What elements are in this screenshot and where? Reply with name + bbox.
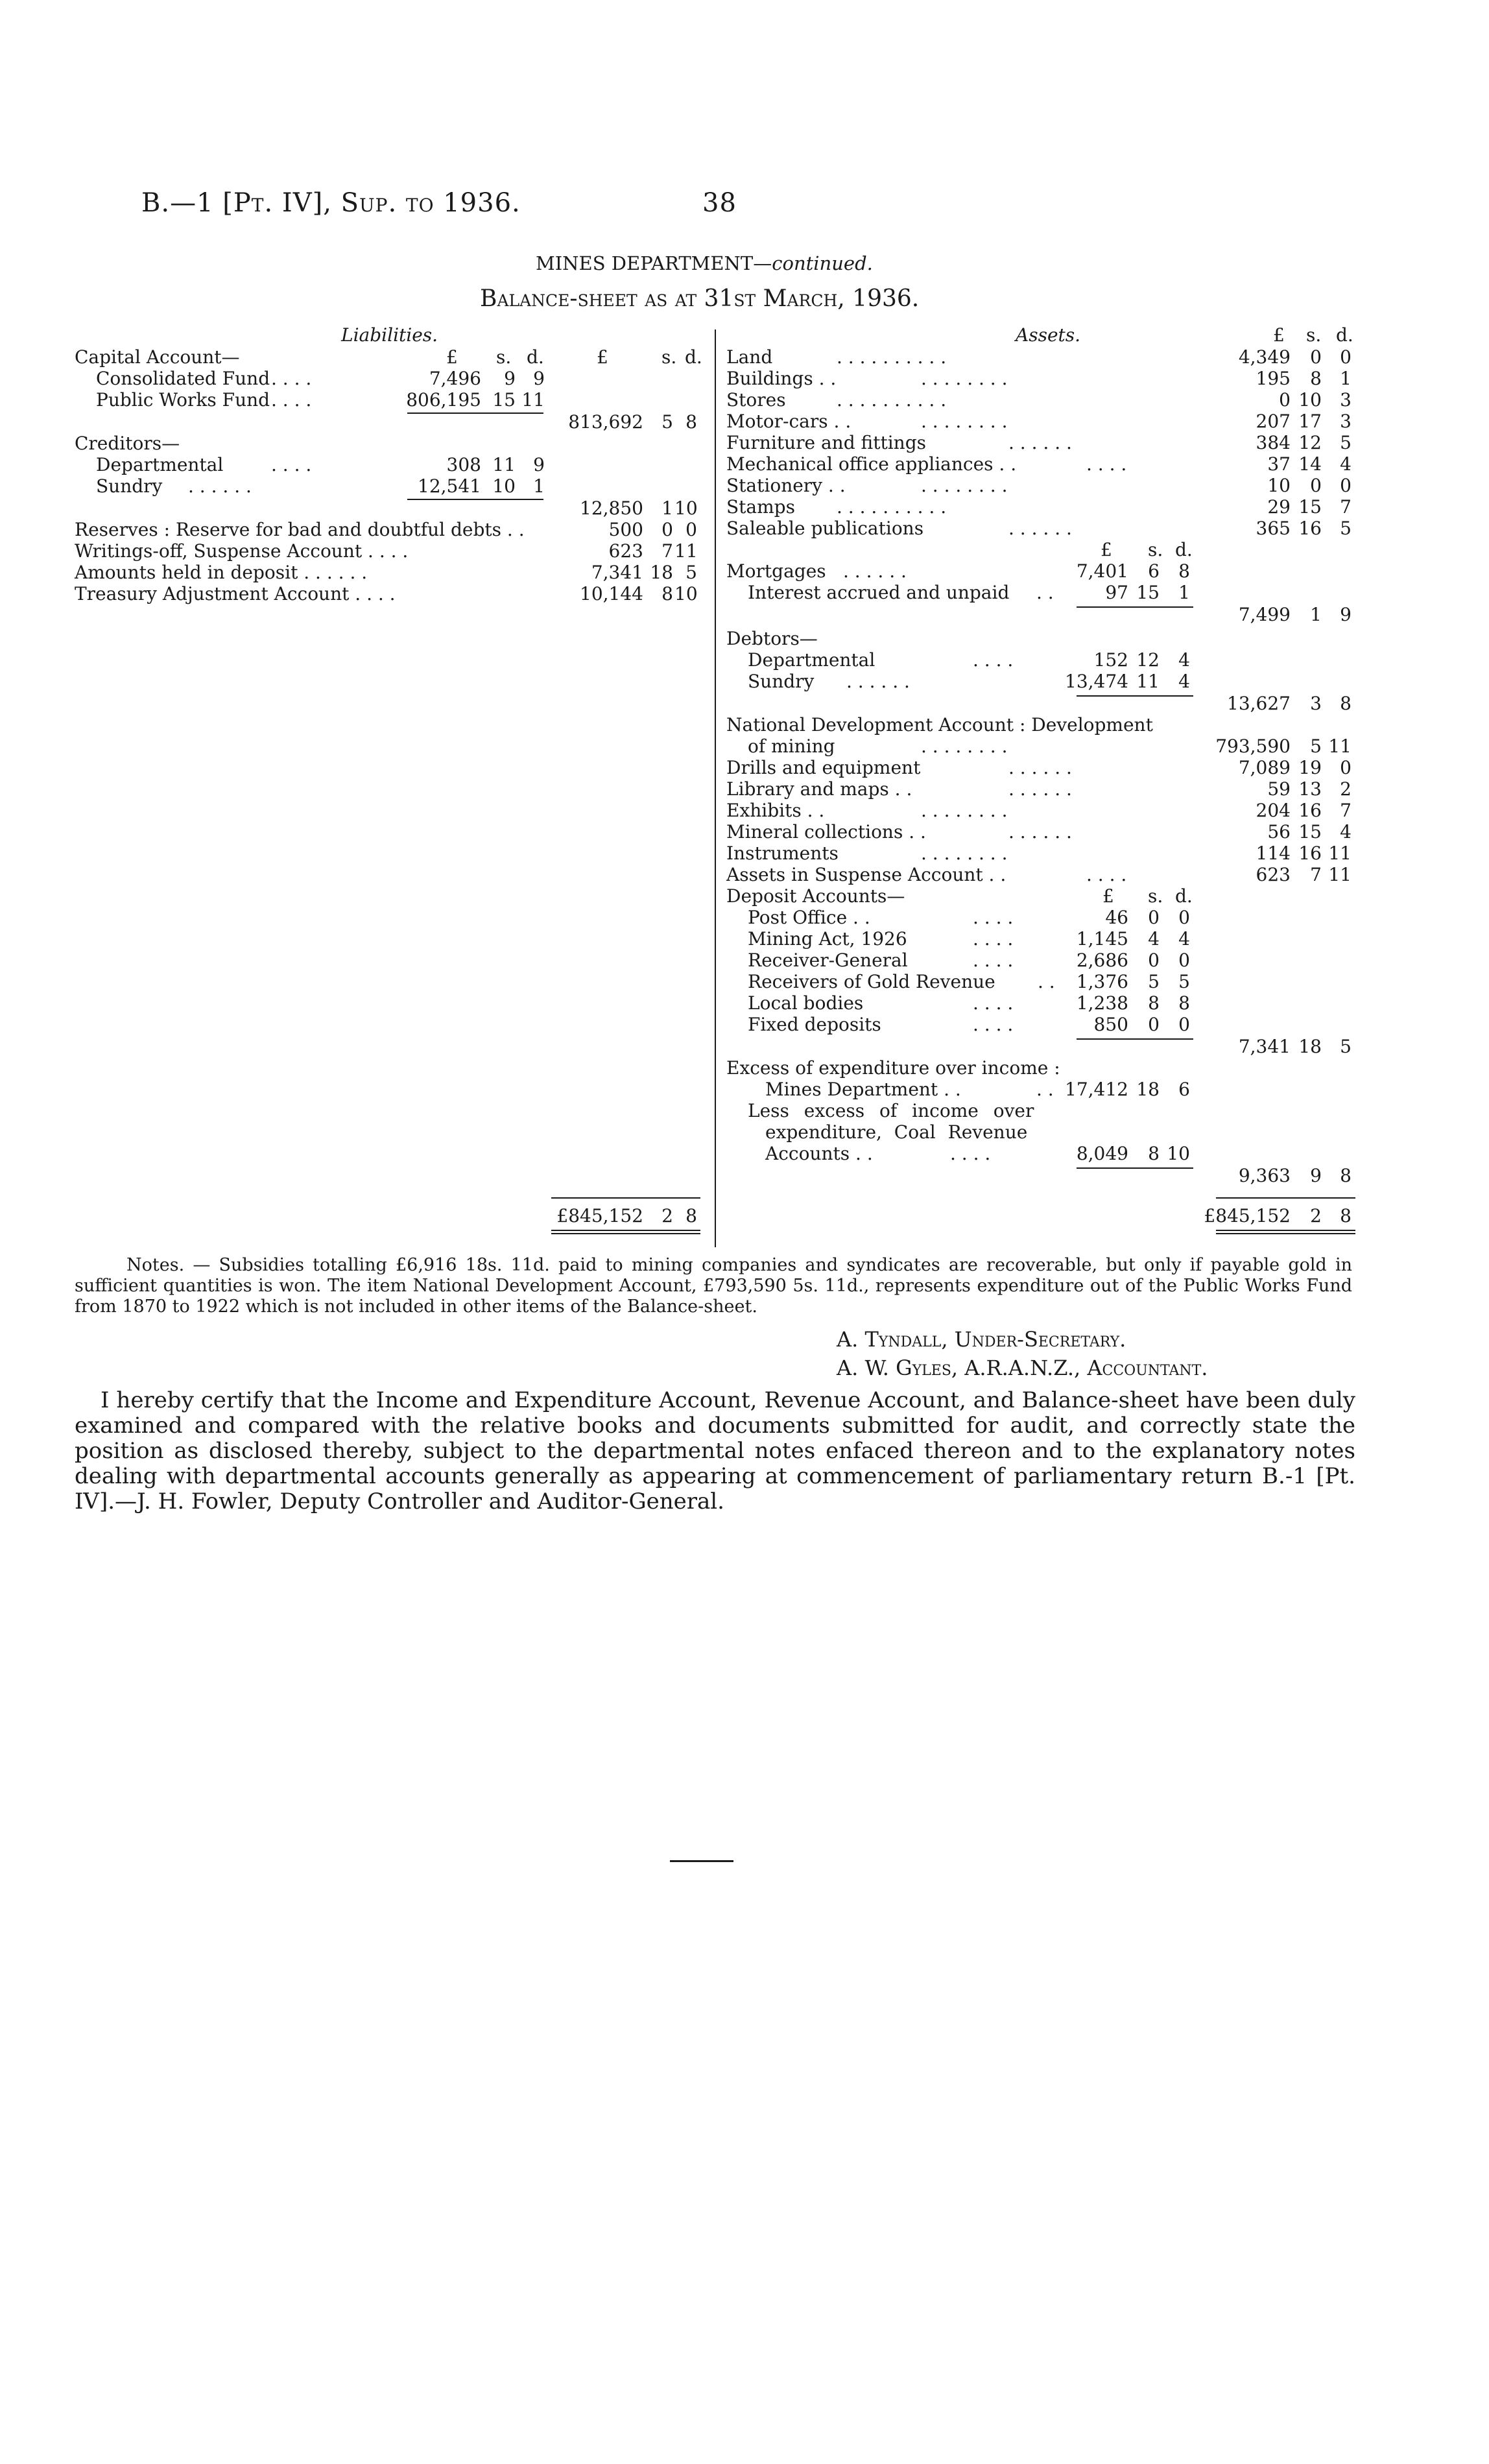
- liab-unit-pound-outer: £: [597, 346, 608, 368]
- audit-certificate: I hereby certify that the Income and Expenditure Account, Revenue Account, and Balance-sheet have been duly examined and compared with the relative books and documents submitted for audit, and correctly state the position as disclosed thereby, subject to the departmental notes enfaced thereon and to the explanatory notes dealing with departmental accounts generally as appearing at commencement of parliamentary return B.-1 [Pt. IV].—J. H. Fowler, Deputy Controller and Auditor-General.: [75, 1387, 1355, 1514]
- assets-heading: Assets.: [1016, 324, 1081, 346]
- liab-unit-pound-inner: £: [446, 346, 458, 368]
- deposit-heading: Deposit Accounts—: [726, 885, 905, 907]
- column-divider: [715, 329, 716, 1247]
- footer-rule: [670, 1860, 733, 1862]
- total-double-rule: [551, 1233, 700, 1234]
- notes: Notes. — Subsidies totalling £6,916 18s. 11d. paid to mining companies and syndicates are recoverable, but only if payable gold in sufficient quantities is won. The item National Development Account, £793,590 5s. 11d., represents expenditure out of the Public Works Fund from 1870 to 1922 which is not included in other items of the Balance-sheet.: [75, 1255, 1352, 1317]
- sheet-title: Balance-sheet as at 31st March, 1936.: [480, 285, 920, 312]
- liab-unit-s-inner: s.: [496, 346, 512, 368]
- subtotal-rule: [407, 413, 543, 414]
- total-rule: [1216, 1197, 1355, 1199]
- subtotal-rule: [1077, 1038, 1193, 1040]
- mort-unit-d: d.: [1175, 539, 1193, 560]
- department-heading: MINES DEPARTMENT—continued.: [536, 252, 873, 274]
- deposit-unit-s: s.: [1148, 885, 1163, 907]
- asset-unit-pound: £: [1273, 324, 1285, 346]
- deposit-unit-pound: £: [1102, 885, 1114, 907]
- capital-account-label: Capital Account—: [75, 346, 240, 368]
- deposit-unit-d: d.: [1175, 885, 1193, 907]
- less-excess-line-1: Less excess of income over: [748, 1100, 1034, 1121]
- debtors-label: Debtors—: [726, 628, 818, 649]
- total-double-rule: [551, 1230, 700, 1231]
- less-excess-line-2: expenditure, Coal Revenue: [765, 1121, 1028, 1143]
- total-double-rule: [1216, 1230, 1355, 1231]
- liabilities-heading: Liabilities.: [341, 324, 438, 346]
- liab-unit-d-inner: d.: [527, 346, 544, 368]
- subtotal-rule: [1077, 695, 1193, 697]
- excess-heading: Excess of expenditure over income :: [726, 1057, 1060, 1079]
- subtotal-rule: [407, 499, 543, 500]
- total-rule: [551, 1197, 700, 1199]
- nda-label-1: National Development Account : Development: [726, 714, 1153, 736]
- mort-unit-s: s.: [1148, 539, 1163, 560]
- liab-unit-d-outer: d.: [685, 346, 702, 368]
- creditors-label: Creditors—: [75, 433, 180, 454]
- asset-unit-d: d.: [1336, 324, 1353, 346]
- page-number: 38: [702, 188, 737, 218]
- page-reference: B.—1 [Pt. IV], Sup. to 1936.: [141, 188, 521, 218]
- signature-under-secretary: A. Tyndall, Under-Secretary.: [837, 1327, 1126, 1352]
- signature-accountant: A. W. Gyles, A.R.A.N.Z., Accountant.: [837, 1356, 1208, 1380]
- total-double-rule: [1216, 1233, 1355, 1234]
- subtotal-rule: [1077, 606, 1193, 608]
- subtotal-rule: [1077, 1167, 1193, 1169]
- mort-unit-pound: £: [1101, 539, 1112, 560]
- asset-unit-s: s.: [1306, 324, 1322, 346]
- liab-unit-s-outer: s.: [661, 346, 677, 368]
